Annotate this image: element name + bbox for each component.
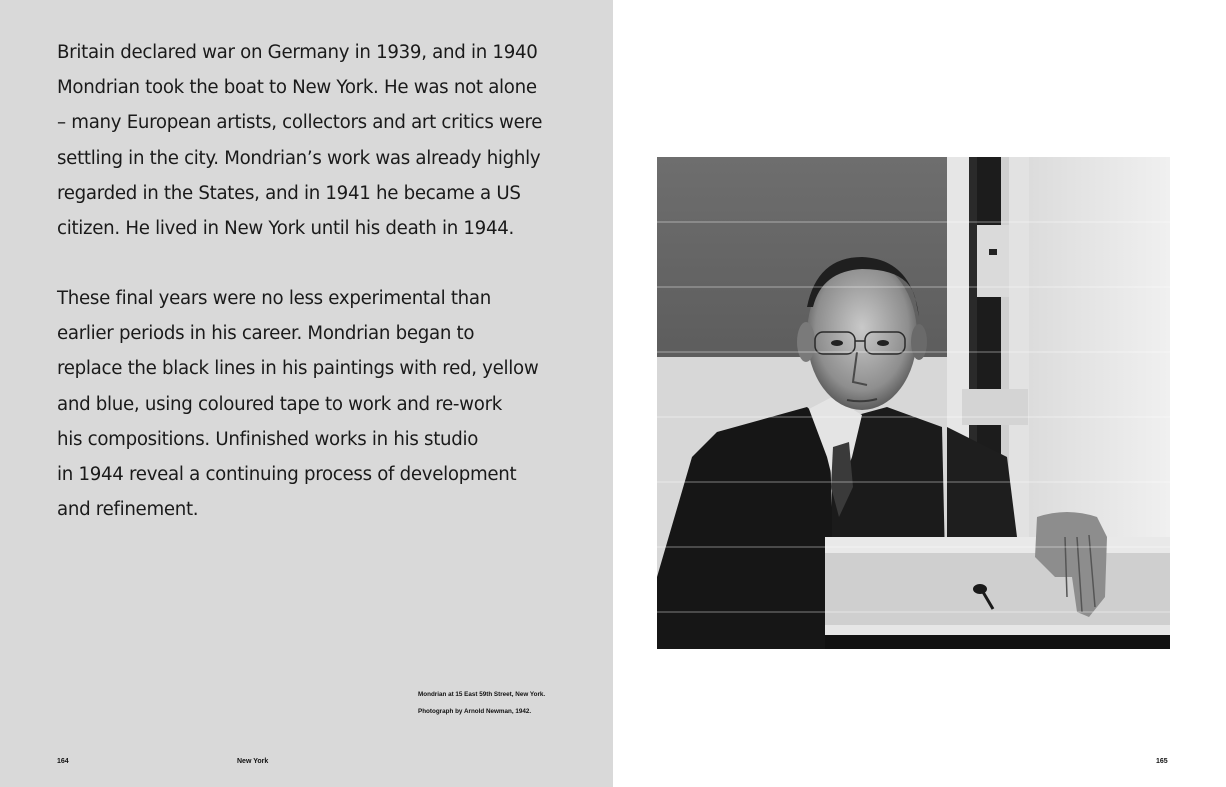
caption-line-1: Mondrian at 15 East 59th Street, New York. [418,691,546,698]
text-line: and refinement. [57,499,199,521]
text-line: These final years were no less experimental than [57,288,491,309]
running-head: New York [237,758,269,765]
text-line: in 1944 reveal a continuing process of development [57,464,517,486]
text-line: Mondrian took the boat to New York. He was not alone [57,77,537,99]
photo-caption [418,686,545,720]
page-number-right: 165 [1156,758,1168,765]
text-line: citizen. He lived in New York until his death in 1944. [57,218,514,240]
page-number-left: 164 [57,758,69,765]
body-paragraph-1 [57,35,577,246]
text-line: – many European artists, collectors and art critics were [57,112,543,134]
text-line: Britain declared war on Germany in 1939, and in 1940 [57,42,538,63]
text-line: his compositions. Unfinished works in his studio [57,428,479,450]
text-line: and blue, using coloured tape to work and re-work [57,393,502,415]
text-line: regarded in the States, and in 1941 he became a US [57,182,521,204]
text-line: replace the black lines in his paintings with red, yellow [57,358,539,380]
body-paragraph-2 [57,281,577,527]
text-line: settling in the city. Mondrian’s work was already highly [57,147,541,169]
caption-line-2: Photograph by Arnold Newman, 1942. [418,708,532,715]
portrait-photo [657,157,1170,649]
text-line: earlier periods in his career. Mondrian began to [57,323,475,345]
